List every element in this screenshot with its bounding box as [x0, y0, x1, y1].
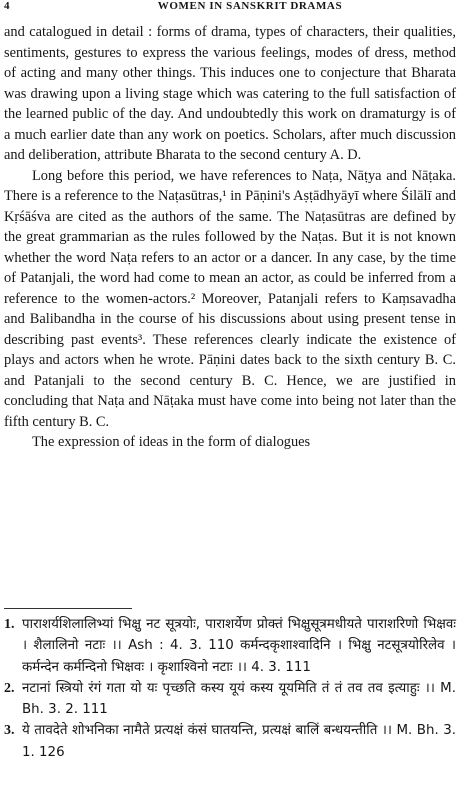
- page-header: [4, 0, 456, 13]
- footnote-number: 1.: [4, 617, 15, 632]
- footnote-divider: [4, 608, 132, 609]
- paragraph-1: and catalogued in detail : forms of drama, types of characters, their qualities, sentiments, gestures to express the various feelings, modes of dress, method of acting and many other things. This induces one to conjecture that Bharata was drawing upon a living stage which was catering to the full satisfaction of the learned public of the day. And undoubtedly this work on dramaturgy is of a much earlier date than any work on poetics. Scholars, after much discussion and deliberation, attribute Bharata to the second century A. D.: [4, 24, 456, 163]
- footnote-1: [4, 614, 456, 678]
- footnote-text: नटानां स्त्रियो रंगं गता यो यः पृच्छति कस्य यूयं कस्य यूयमिति तं तं तव तव इत्याहुः ।। M. Bh. 3. 2. 111: [22, 680, 456, 718]
- footnote-number: 2.: [4, 680, 15, 696]
- footnote-number: 3.: [4, 723, 15, 739]
- footnote-text: पाराशर्यशिलालिभ्यां भिक्षु नट सूत्रयोः, पाराशर्येण प्रोक्तं भिक्षुसूत्रमधीयते पाराशरिणो भिक्षवः । शैलालिनो नटाः ।। Ash : 4. 3. 110 कर्मन्दकृशाश्वादिनि । भिक्षु नटसूत्रयोरिलेव । कर्मन्देन कर्मन्दिनो भिक्षवः । कृशाश्विनो नटाः ।। 4. 3. 111: [22, 617, 456, 675]
- body-text: [4, 22, 456, 453]
- footnote-text: ये तावदेते शोभनिका नामैते प्रत्यक्षं कंसं घातयन्ति, प्रत्यक्षं बालिं बन्धयन्तीति ।। M. Bh. 3. 1. 126: [22, 723, 456, 760]
- paragraph-2: Long before this period, we have references to Naṭa, Nāṭya and Nāṭaka. There is a reference to the Naṭasūtras,¹ in Pāṇini's Aṣṭādhyāyī where Śilālī and Kṛśāśva are cited as the authors of the same. The Naṭasūtras are defined by the great grammarian as the rules followed by the Naṭas. But it is not known whether the word Naṭa refers to an actor or a dancer. In any case, by the time of Patanjali, the word had come to mean an actor, as could be inferred from a reference to the women-actors.² Moreover, Patanjali refers to Kaṃsavadha and Balibandha in the course of his discussions about using present tense in describing past events³. These references clearly indicate the existence of plays and actors when he wrote. Pāṇini dates back to the sixth century B. C. and Patanjali to the second century B. C. Hence, we are justified in concluding that Naṭa and Nāṭaka must have come into being not later than the fifth century B. C.: [4, 167, 456, 430]
- paragraph-3: The expression of ideas in the form of dialogues: [32, 434, 311, 450]
- footnote-3: [4, 720, 456, 763]
- running-title: WOMEN IN SANSKRIT DRAMAS: [157, 0, 343, 12]
- page-number: 4: [4, 0, 11, 12]
- footnote-2: [4, 678, 456, 721]
- footnotes: [4, 614, 456, 763]
